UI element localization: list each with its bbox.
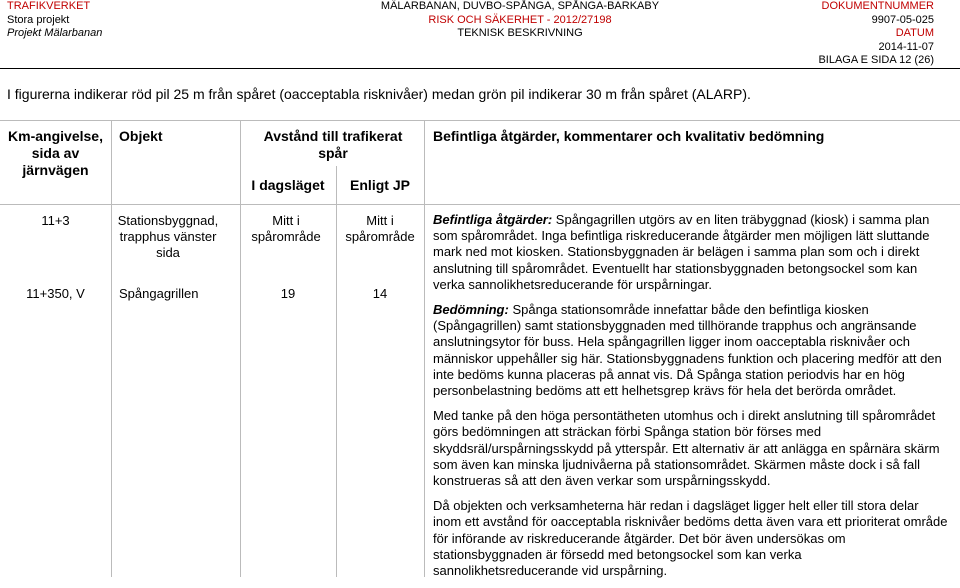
intro-text: I figurerna indikerar röd pil 25 m från spåret (oacceptabla risknivåer) medan grön pil indikerar 30 m från spåret (ALARP). — [7, 86, 751, 102]
header-befintliga: Befintliga åtgärder, kommentarer och kvalitativ bedömning — [433, 128, 825, 144]
row1-dagslaget: Mitt i spårområde — [251, 213, 321, 244]
doc-number: 9907-05-025 — [871, 13, 934, 26]
table-top-border — [0, 120, 960, 121]
doc-project: MÄLARBANAN, DUVBO-SPÅNGA, SPÅNGA-BARKABY — [380, 0, 660, 12]
project-name: Projekt Mälarbanan — [7, 27, 103, 39]
header-km: Km-angivelse, sida av järnvägen — [8, 128, 103, 178]
header-divider — [0, 68, 960, 69]
org-name: TRAFIKVERKET — [7, 0, 91, 12]
header-right — [818, 0, 934, 68]
col-divider-3 — [424, 120, 425, 577]
row1-km: 11+3 — [41, 213, 70, 228]
doc-date: 2014-11-07 — [878, 40, 934, 53]
table-header-border — [0, 204, 960, 205]
assessment-text — [433, 212, 949, 588]
row1-enligt-jp: Mitt i spårområde — [345, 213, 415, 244]
header-dagslaget: I dagsläget — [251, 177, 325, 193]
doc-type: TEKNISK BESKRIVNING — [457, 27, 583, 39]
row2-objekt: Spångagrillen — [119, 286, 199, 301]
page-info: BILAGA E SIDA 12 (26) — [818, 54, 934, 66]
header-avstand: Avstånd till trafikerat spår — [263, 128, 403, 161]
assessment-body: Spånga stationsområde innefattar både den befintliga kiosken (Spångagrillen) samt stationsbyggnaden med tillhörande trapphus och angränsande anslutningsytor för buss. Hela spångagrillen ligger inom oacceptabla risknivåer och människor uppehåller sig här. Stationsbyggnadens funktion och placering medför att den inte bedöms kunna placeras på annat vis. Då Spånga station periodvis har en hög personbelastning bedöms att ett helhetsgrep krävs för hela det berörda området. — [433, 302, 942, 399]
document-header — [0, 0, 960, 68]
doc-subject: RISK OCH SÄKERHET - 2012/27198 — [428, 13, 612, 26]
doc-number-label: DOKUMENTNUMMER — [821, 0, 934, 12]
row2-km: 11+350, V — [26, 286, 85, 301]
priority-paragraph: Då objekten och verksamheterna här redan i dagsläget ligger helt eller till stora delar inom ett avstånd för oacceptabla risknivåer bedöms detta även vara ett prioriterat område för införande av riskreducerande åtgärder. Det bör även undersökas om stationsbyggnaden är försedd med betongsockel som kan verka sannolikhetsreducerande vid urspårning. — [433, 498, 948, 579]
recommendation-paragraph: Med tanke på den höga persontätheten utomhus och i direkt anslutning till spårområdet görs bedömningen att sträckan förbi Spånga station bör förses med skyddsräl/urspårningsskydd på ytterspår. Ett alternativ är att anlägga en spårnära skärm som även kan minska ljudnivåerna på stationsområdet. Skärmen måste dock i så fall konstrueras så att den även verkar som urspårningsskydd. — [433, 408, 940, 489]
existing-measures-paragraph — [433, 212, 949, 293]
row2-dagslaget: 19 — [280, 286, 296, 301]
col-divider-1 — [111, 120, 112, 577]
date-label: DATUM — [895, 27, 934, 39]
row1-objekt: Stationsbyggnad, trapphus vänster sida — [117, 213, 219, 260]
row2-enligt-jp: 14 — [372, 286, 388, 301]
existing-measures-label: Befintliga åtgärder: — [433, 212, 553, 227]
existing-measures-text: Spångagrillen utgörs av en liten träbyggnad (kiosk) i samma plan som spårområdet. Inga befintliga riskreducerande åtgärder men möjligen lätt sluttande mark ned mot kiosken. Stationsbyggnaden är belägen i samma plan som och i direkt anslutning till spårområdet. Eventuellt har stationsbyggnaden betongsockel som kan verka sannolikhetsreducerande för urspårningar. — [433, 212, 930, 292]
header-left — [7, 0, 102, 41]
assessment-label: Bedömning: — [433, 302, 509, 318]
assessment-paragraph — [433, 302, 949, 399]
header-enligt-jp: Enligt JP — [350, 177, 410, 193]
header-objekt: Objekt — [119, 128, 163, 144]
col-divider-sub — [336, 166, 337, 577]
header-center — [363, 0, 677, 41]
org-unit: Stora projekt — [7, 13, 70, 26]
